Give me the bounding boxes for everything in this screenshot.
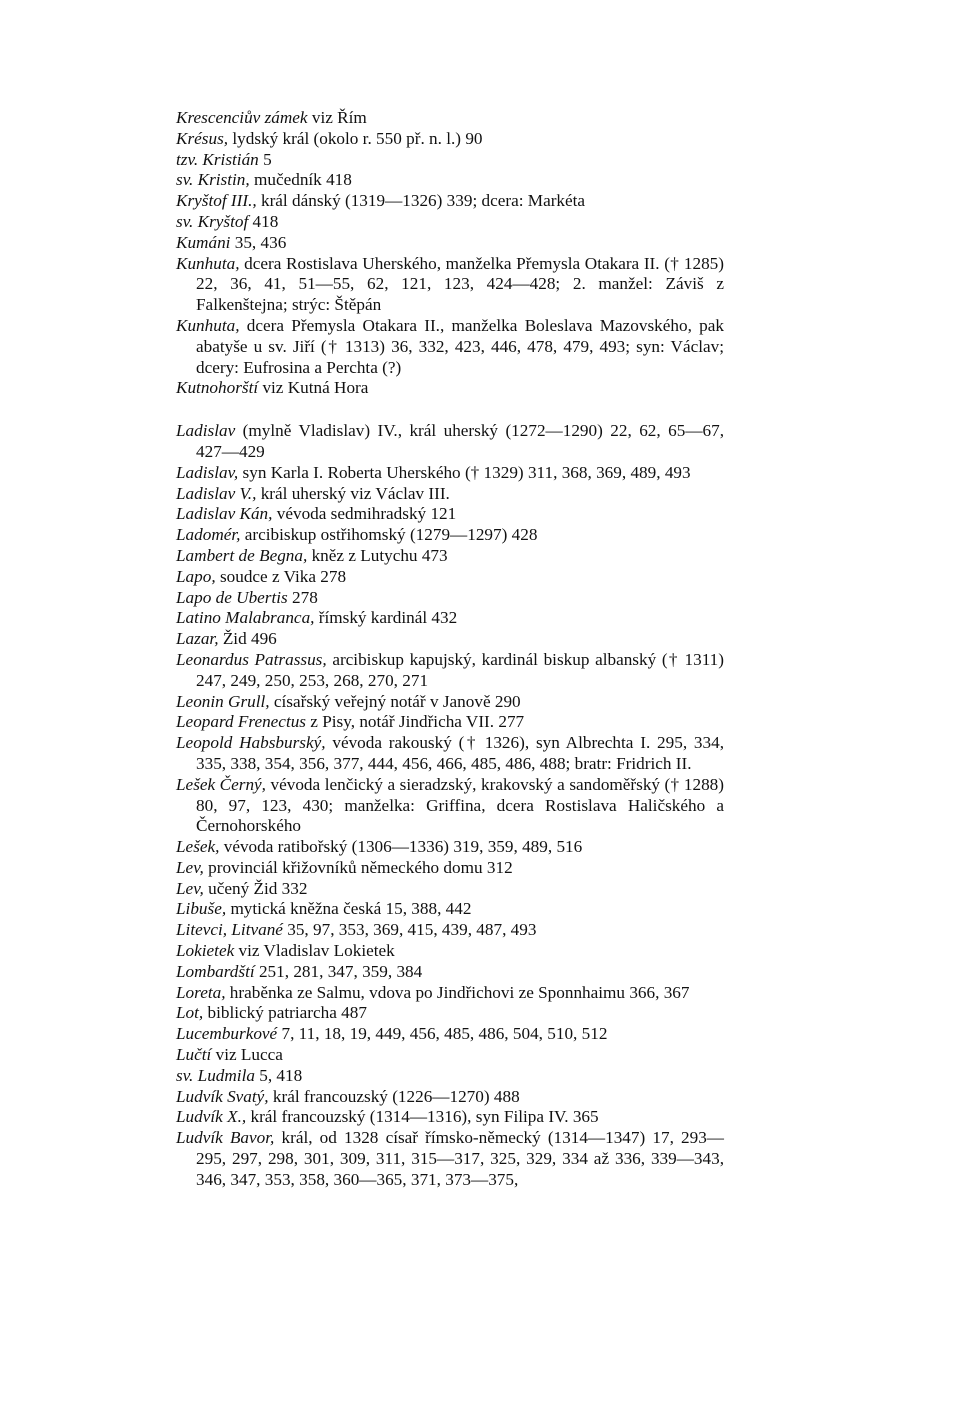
index-entry: Kutnohorští viz Kutná Hora (176, 378, 369, 398)
index-entry: Loreta, hraběnka ze Salmu, vdova po Jindřichovi ze Sponnhaimu 366, 367 (176, 982, 690, 1002)
index-entry: sv. Kristin, mučedník 418 (176, 170, 352, 190)
index-entry: Lombardští 251, 281, 347, 359, 384 (176, 961, 423, 981)
index-entry: Lapo de Ubertis 278 (176, 587, 318, 607)
index-entry: Ladislav, syn Karla I. Roberta Uherského († 1329) 311, 368, 369, 489, 493 (176, 462, 691, 482)
index-entry: Ladislav Kán, vévoda sedmihradský 121 (176, 504, 457, 524)
index-entry: sv. Ludmila 5, 418 (176, 1065, 303, 1085)
index-entry: Libuše, mytická kněžna česká 15, 388, 442 (176, 899, 472, 919)
index-entry: Lešek, vévoda ratibořský (1306—1336) 319, 359, 489, 516 (176, 837, 583, 857)
index-entry: Lokietek viz Vladislav Lokietek (176, 941, 395, 961)
index-entry: Lapo, soudce z Vika 278 (176, 566, 347, 586)
index-entry: Kumáni 35, 436 (176, 232, 287, 252)
index-entry: Kunhuta, dcera Rostislava Uherského, manželka Přemysla Otakara II. († 1285) 22, 36, 41, 51—55, 62, 121, 123, 424—428; 2. manžel: Záviš z Falkenštejna; strýc: Štěpán (176, 253, 724, 315)
index-entry: Litevci, Litvané 35, 97, 353, 369, 415, 439, 487, 493 (176, 920, 537, 940)
index-entry: Lambert de Begna, kněz z Lutychu 473 (176, 545, 448, 565)
index-entry: Ludvík X., král francouzský (1314—1316), syn Filipa IV. 365 (176, 1107, 599, 1127)
index-entry: Ladislav V., král uherský viz Václav III. (176, 483, 450, 503)
index-entry: Lazar, Žid 496 (176, 629, 277, 649)
index-entry: Lučtí viz Lucca (176, 1045, 283, 1065)
index-entry: Latino Malabranca, římský kardinál 432 (176, 608, 458, 628)
index-entry: Ludvík Bavor, král, od 1328 císař římsko-německý (1314—1347) 17, 293—295, 297, 298, 301, 309, 311, 315—317, 325, 329, 334 až 336, 339—343, 346, 347, 353, 358, 360—365, 371, 373—375, (176, 1128, 724, 1189)
index-entry: Ladomér, arcibiskup ostřihomský (1279—1297) 428 (176, 525, 538, 545)
index-entry: sv. Kryštof 418 (176, 211, 279, 231)
index-entry: Lot, biblický patriarcha 487 (176, 1003, 367, 1023)
index-entry: tzv. Kristián 5 (176, 149, 272, 169)
index-entry: Leonardus Patrassus, arcibiskup kapujský, kardinál biskup albanský († 1311) 247, 249, 250, 253, 268, 270, 271 (176, 649, 724, 690)
index-entry: Krescenciův zámek viz Řím (176, 108, 367, 127)
index-page (176, 108, 724, 1191)
index-entry: Ludvík Svatý, král francouzský (1226—1270) 488 (176, 1086, 520, 1106)
index-entry: Kunhuta, dcera Přemysla Otakara II., manželka Boleslava Mazovského, pak abatyše u sv. Jiří († 1313) 36, 332, 423, 446, 478, 479, 493; syn: Václav; dcery: Eufrosina a Perchta (?) (176, 315, 724, 377)
index-entry: Krésus, lydský král (okolo r. 550 př. n. l.) 90 (176, 128, 483, 148)
index-section-k (176, 108, 724, 399)
index-entry: Leonin Grull, císařský veřejný notář v Janově 290 (176, 691, 521, 711)
index-entry: Lev, učený Žid 332 (176, 878, 308, 898)
index-entry: Ladislav (mylně Vladislav) IV., král uherský (1272—1290) 22, 62, 65—67, 427—429 (176, 421, 724, 461)
index-section-l (176, 421, 724, 1190)
index-entry: Lev, provinciál křižovníků německého domu 312 (176, 857, 513, 877)
index-entry: Kryštof III., král dánský (1319—1326) 339; dcera: Markéta (176, 191, 586, 211)
index-entry: Lucemburkové 7, 11, 18, 19, 449, 456, 485, 486, 504, 510, 512 (176, 1024, 608, 1044)
index-entry: Leopard Frenectus z Pisy, notář Jindřicha VII. 277 (176, 712, 525, 732)
index-entry: Lešek Černý, vévoda lenčický a sieradzský, krakovský a sandoměřský († 1288) 80, 97, 123, 430; manželka: Griffina, dcera Rostislava Haličského a Černohorského (176, 774, 724, 836)
index-entry: Leopold Habsburský, vévoda rakouský († 1326), syn Albrechta I. 295, 334, 335, 338, 354, 356, 377, 444, 456, 466, 485, 486, 488; bratr: Fridrich II. (176, 733, 725, 773)
